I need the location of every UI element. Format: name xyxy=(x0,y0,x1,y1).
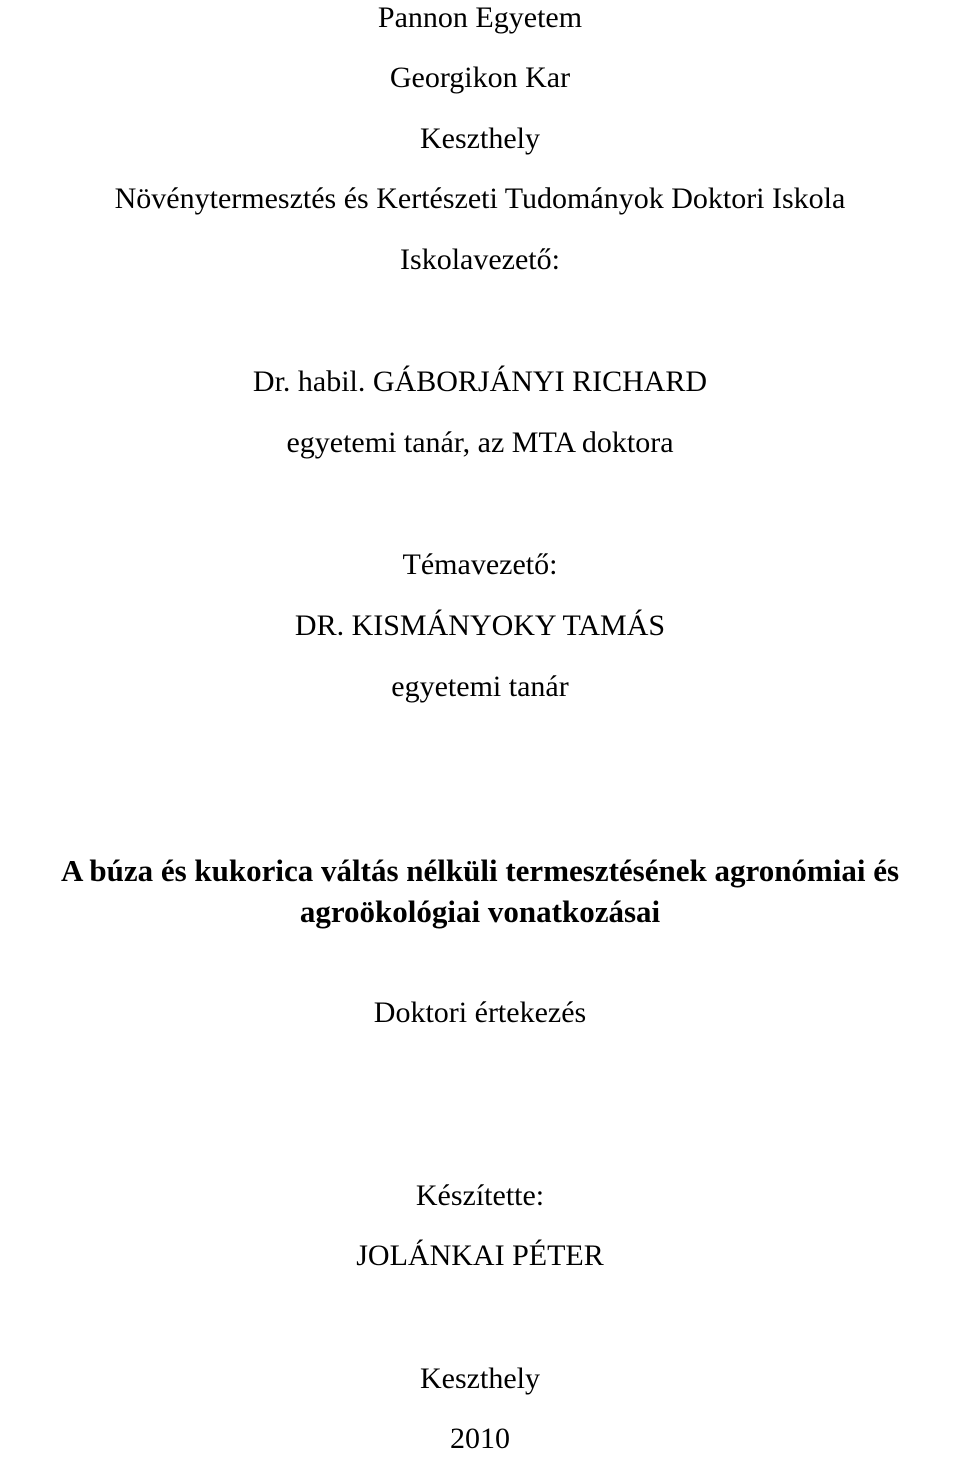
university-name: Pannon Egyetem xyxy=(377,1,583,34)
thesis-type: Doktori értekezés xyxy=(373,996,587,1029)
thesis-title-line-2: agroökológiai vonatkozásai xyxy=(299,894,661,929)
school-head-position: egyetemi tanár, az MTA doktora xyxy=(286,426,674,459)
author-name: JOLÁNKAI PÉTER xyxy=(356,1239,604,1272)
doctoral-school-name: Növénytermesztés és Kertészeti Tudományok Doktori Iskola xyxy=(114,182,846,215)
footer-place: Keszthely xyxy=(420,1362,540,1395)
institution-city: Keszthely xyxy=(420,122,540,155)
supervisor-name: DR. KISMÁNYOKY TAMÁS xyxy=(294,609,666,642)
footer-year: 2010 xyxy=(450,1422,510,1455)
school-head-name: Dr. habil. GÁBORJÁNYI RICHARD xyxy=(252,365,708,398)
thesis-title-line-1: A búza és kukorica váltás nélküli termesztésének agronómiai és xyxy=(60,853,900,888)
supervisor-position: egyetemi tanár xyxy=(391,670,569,703)
school-head-label: Iskolavezető: xyxy=(400,243,560,276)
supervisor-label: Témavezető: xyxy=(402,548,558,581)
faculty-name: Georgikon Kar xyxy=(389,61,571,94)
author-label: Készítette: xyxy=(415,1179,545,1212)
